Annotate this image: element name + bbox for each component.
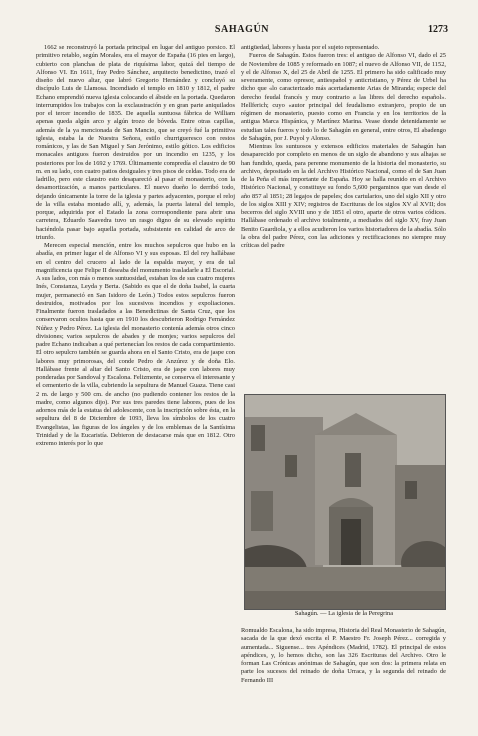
left-column: [36, 44, 235, 724]
page-header: [36, 24, 448, 38]
right-column-bottom: [241, 627, 446, 727]
photo-illustration: [245, 395, 445, 609]
figure-caption: Sahagún. — La iglesia de la Peregrina: [294, 610, 394, 617]
paragraph: Mientras los suntuosos y extensos edificios materiales de Sahagún han desaparecido por completo en menos de un siglo de abandono y sus alhajas se han fundido, queda, para perenne monumento de la historia del monasterio, su archivo, depositado en la del Archivo Histórico Nacional, como el de San Juan de la Peña el más importante de España. Hoy se halla reunido en el Archivo Histórico Nacional, y constituye su fondo 5,600 pergaminos que van desde el año 857 al 1851; 28 legajos de papeles; dos cartularios, uno del siglo XII y otro de los siglos XIII y XIV; registros de Escrituras de los siglos XV al XVII; dos becerros del siglo XVIII uno y de 1851 el otro, aparte de otros varios códices. Hallábase ordenado el archivo totalmente, a mediados del siglo XV, fray Juan Benito Guardiola, y a ellos acudieron los varios historiadores de la abadía. Sólo la obra del padre Pérez, con las adiciones y rectificaciones no siempre muy críticas del padre: [241, 143, 446, 249]
paragraph: Fueros de Sahagún. Estos fueron tres: el antiguo de Alfonso VI, dado el 25 de Noviembre de 1085 y reformado en 1087; el nuevo de Alfonso VII, de 1152, y el de Alfonso X, del 25 de Abril de 1255. El primero ha sido calificado muy severamente, como opresor, antiespañol y anticristiano, y Pérez de Urbel ha dicho que «lo caracterizado más acertadamente Arias de Miranda; especie del derecho feudal francés y muy contrario a las libres del derecho español». Hellferich; cuyo «autor principal del feudalismo extranjero, propio de un régimen de monasterio, puesto como en Francia y en los territorios de la antigua Marca Hispánica, y Martínez Marina. Vease donde detenidamente se estudian tales fueros y todo lo de Sahagún en general, entre otros, El abadengo de Sahagún, por J. Puyol y Alonso.: [241, 52, 446, 142]
church-photograph: [244, 394, 446, 610]
paragraph: 1662 se reconstruyó la portada principal en lugar del antiguo porsico. El primitivo retablo, según Morales, era el mayor de España (16 pies en largo), cubierto con planchas de plata de riquísima labor, quizá del tiempo de Alfonso VI. En 1611, fray Pedro Sánchez, arquitecto benedictino, trazó el diseño del nuevo altar, que labró Gregorio Hernández y concluyó su discípulo Luis de Llamosa. Incendiado el templo en 1810 y 1812, el padre Echano emprendió nueva iglesia colocando el ábside en la portada. Quedaron interrumpidos los trabajos con la exclaustración y en gran parte aniquilados por el tercer incendio de 1835. De aquella suntuosa fábrica de William apenas queda algún arco y algún trozo de bóveda. Entre otras capillas, además de la ya mencionada de San Mancio, que se creyó fué la primitiva iglesia, estaba la de Nuestra Señora, estilo churrigueresco con restos románicos, y las de San Miguel y San Jerónimo, estilo gótico. Los edificios monacales antiguos fueron destruidos por un incendio en 1235, y los posteriores por los de 1692 y 1769. Últimamente compredía el claustro de 90 m. en su lado, con cuatro patios desiguales y tres pisos de celdas. Todo era de ladrillo, pero este claustro esto desapareció al pasar el monasterio, con la desamortización, a manos particulares. El nuevo dueño lo derribó todo, dejando únicamente la torre de la iglesia y partes adyacentes, porque el reloj de la villa estaba montado allí, y, además, la puerta lateral del templo, porque, adquirida por el Estado la zona correspondiente para abrir una carretera, Eduardo Saavedra tuvo un rasgo digno de su elevado espíritu haciéndola pasar bajo aquella portada, subsistente en calidad de arco de triunfo.: [36, 44, 235, 241]
paragraph: Romualdo Escalona, ha sido impresa, Historia del Real Monasterio de Sahagún, sacada de la que dexó escrita el P. Maestro Fr. Joseph Pérez... corregida y aumentada... Siguense... tres Apéndices (Madrid, 1782). El principal de estos apéndices, y, lo hemos dicho, son las 326 Escrituras del Archivo. Otro le forman Las Crónicas anónimas de Sahagún, que son dos: la primera relata en parte los sucesos del reinado de doña Urraca, y la segunda del reinado de Fernando III: [241, 627, 446, 684]
paragraph: Merecen especial mención, entre los muchos sepulcros que hubo en la abadía, en primer lugar el de Alfonso VI y sus esposas. El del rey hallábase en el centro del crucero al lado de la espalda mayor, y era de tal magnificencia que Felipe II deseaba del monumento trasladarle a El Escorial. A sus lados, con más o menos suntuosidad, estaban los de sus cuatro mujeres Inés, Constanza, Leyda y Berta. (Sabido es que el de doña Isabel, la cuarta mujer, permaneció en San Isidoro de León.) Todos estos sepulcros fueron destruidos, motivados por los sucesivos incendios y expoliaciones. Finalmente fueron trasladados a las Benedictinas de Santa Cruz, que los conservaron ocultos hasta que en 1910 los descubrieron Rodrigo Fernández Núñez y Pedro Pérez. La iglesia del monasterio contenía además otros cinco divisiones; varios sepulcros de abades y de monjes; varios sepulcros del padre Echano indicaban a qué pertenecían los restos de cada compartimiento. El otro sepulcro también se guarda ahora en el Santo Cristo, era de jaspe con labores muy primorosas, del conde Pedro de Anzúrez y de doña Elo. Hallábase frente al altar del Santo Cristo, era de jaspe con labores muy ponderadas por Sandoval y Escalona. Felizmente, se conserva el interesante y el cementerio de la villa, cubriendo la sepultura de Manuel Guaza. Tiene casi 2 m. de largo y 500 cm. de ancho (no pudiendo contener los restos de la madre, como algunos dijo). Por sus tres paredes tiene labores, pues de los adornos más de la estatua del adolescente, con la inscripción sobre ésta, en la sepultura del 8 de Diciembre de 1093, lleva los símbolos de los cuatro Evangelistas, las figuras de los ángeles y de los emblemas de la Santísima Trinidad y de la Eucaristía. Debieron de destacarse más que en 1812. Otro extremo interés por lo que: [36, 242, 235, 447]
paragraph: antigüedad, labores y hasta por el sujeto representado.: [241, 44, 380, 51]
page-number: 1273: [428, 24, 448, 35]
right-column-top: [241, 44, 446, 386]
running-title: SAHAGÚN: [214, 24, 270, 35]
